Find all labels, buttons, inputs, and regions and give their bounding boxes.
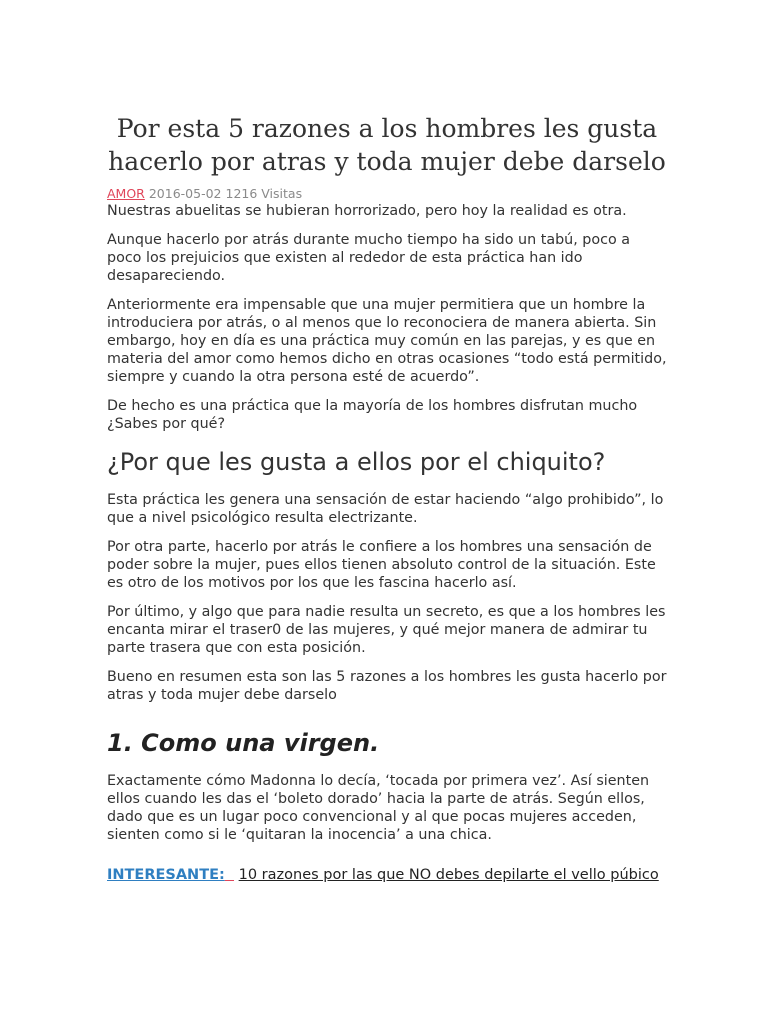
article-body (107, 202, 667, 884)
intro-paragraph: Aunque hacerlo por atrás durante mucho tiempo ha sido un tabú, poco a poco los prejuicios que existen al rededor de esta práctica han ido desapareciendo. (107, 232, 631, 284)
article-title: Por esta 5 razones a los hombres les gusta hacerlo por atras y toda mujer debe darselo (108, 114, 666, 176)
category-link[interactable]: AMOR (107, 186, 145, 201)
related-article-link[interactable]: 10 razones por las que NO debes depilarte el vello púbico (238, 867, 659, 883)
related-spacer (225, 867, 234, 883)
section-paragraph: Esta práctica les genera una sensación de estar haciendo “algo prohibido”, lo que a nivel psicológico resulta electrizante. (107, 492, 664, 526)
publish-date: 2016-05-02 (148, 186, 222, 201)
intro-paragraph: Anteriormente era impensable que una mujer permitiera que un hombre la introduciera por atrás, o al menos que lo reconociera de manera abierta. Sin embargo, hoy en día es una práctica muy común en las parejas, y es que en materia del amor como hemos dicho en otras ocasiones “todo está permitido, siempre y cuando la otra persona esté de acuerdo”. (107, 297, 667, 385)
section-paragraph: Por último, y algo que para nadie resulta un secreto, es que a los hombres les encanta mirar el traser0 de las mujeres, y qué mejor manera de admirar tu parte trasera que con esta posición. (107, 604, 666, 656)
section-paragraph: Por otra parte, hacerlo por atrás le confiere a los hombres una sensación de poder sobre la mujer, pues ellos tienen absoluto control de la situación. Este es otro de los motivos por los que les fascina hacerlo así. (107, 539, 656, 591)
related-article (107, 866, 667, 884)
section-paragraph: Bueno en resumen esta son las 5 razones a los hombres les gusta hacerlo por atras y toda mujer debe darselo (107, 669, 667, 703)
intro-paragraph: Nuestras abuelitas se hubieran horrorizado, pero hoy la realidad es otra. (107, 203, 627, 219)
reason-heading: 1. Como una virgen. (107, 729, 380, 757)
visit-count: 1216 Visitas (225, 186, 303, 201)
reason-paragraph: Exactamente cómo Madonna lo decía, ‘tocada por primera vez’. Así sienten ellos cuando les das el ‘boleto dorado’ hacia la parte de atrás. Según ellos, dado que es un lugar poco convencional y al que pocas mujeres acceden, sienten como si le ‘quitaran la inocencia’ a una chica. (107, 773, 650, 843)
related-label: INTERESANTE: (107, 867, 225, 883)
article-meta (107, 186, 302, 202)
section-heading: ¿Por que les gusta a ellos por el chiquito? (107, 448, 606, 476)
intro-paragraph: De hecho es una práctica que la mayoría de los hombres disfrutan mucho ¿Sabes por qué? (107, 398, 638, 432)
